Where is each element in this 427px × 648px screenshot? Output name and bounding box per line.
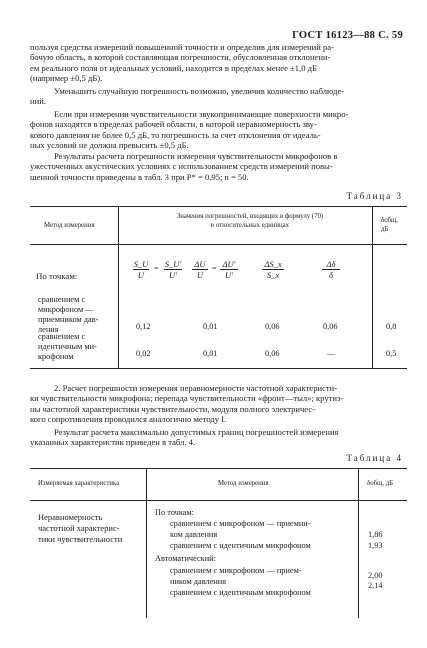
text-line: ки чувствительности микрофона; перепада чувствительности «фронт—тыл»; крутиз- xyxy=(30,393,344,404)
method-line: сравнением с микрофоном — приемни- xyxy=(170,519,311,528)
text-line: пользуя средства измерений повышенной точности и определив для измерений ра- xyxy=(30,42,334,52)
column-header-method: Метод измерения xyxy=(44,222,95,229)
text-line: Уменьшить случайную погрешность возможно, увеличив количество наблюде- xyxy=(54,86,345,96)
text-line: бочую область, в которой составляющая погрешности, обусловленная отклонени- xyxy=(30,52,331,63)
row-2-value-2: 0,01 xyxy=(203,349,218,358)
text-line: Результаты расчета погрешности измерения чувствительности микрофонов в xyxy=(54,151,338,161)
row-1-value-1: 0,12 xyxy=(136,322,151,331)
text-line: (например ±0,5 дБ). xyxy=(30,73,103,84)
row-1-value-2: 0,01 xyxy=(203,322,218,331)
method-line: ком давления xyxy=(170,530,218,539)
row-1-value-3: 0,06 xyxy=(265,322,280,331)
formula-ddelta: $\frac{\Delta\delta}{\delta}$ xyxy=(322,259,340,280)
method-value: 2,14 xyxy=(368,581,383,590)
column-header-values: Значения погрешностей, входящих в формулу (70) в относительных единицах xyxy=(176,213,324,229)
formula-equals: = xyxy=(212,264,217,273)
method-line: По точкам: xyxy=(155,508,194,517)
table-4-caption: Таблица 4 xyxy=(346,453,403,463)
text-line: указанных характеристик приведен в табл. 4. xyxy=(30,437,196,448)
column-header-delta: δобщ, дБ xyxy=(367,480,394,487)
row-2-value-4: — xyxy=(327,349,336,358)
text-line: фонов находятся в пределах рабочей области, в которой неравномерность зву- xyxy=(30,119,317,130)
method-value: 2,00 xyxy=(368,571,383,580)
method-value: 1,86 xyxy=(368,530,383,539)
paragraph-6 xyxy=(30,427,407,448)
text-line: шенной точности приведены в табл. 3 при P* = 0,95; n = 50. xyxy=(30,171,249,182)
method-line: сравнением с идентичным микрофоном xyxy=(170,541,311,550)
column-header-characteristic: Измеряемая характеристика xyxy=(38,480,120,487)
formula-du: $\frac{\Delta U}{U}$ xyxy=(192,259,208,280)
text-line: ужесточенных акустических условиях с использованием средств измерений повы- xyxy=(30,161,333,172)
text-line: ний. xyxy=(30,96,46,107)
paragraph-2 xyxy=(30,86,402,107)
row-2-method: сравнением с идентичным ми- крофоном xyxy=(38,332,97,361)
text-line: Если при измерении чувствительности звукопринимающие поверхности микро- xyxy=(54,109,349,119)
method-value: 1,93 xyxy=(368,541,383,550)
column-header-method: Метод измерения xyxy=(218,480,269,487)
text-line: ны частотной характеристики чувствительности, модуля полного электричес- xyxy=(30,403,316,414)
paragraph-3 xyxy=(30,109,402,151)
formula-du-prime: $\frac{\Delta U'}{U'}$ xyxy=(220,259,238,280)
row-2-value-1: 0,02 xyxy=(136,349,151,358)
paragraph-5 xyxy=(30,383,407,425)
text-line: ных условий не должна превысить ±0,5 дБ. xyxy=(30,140,189,151)
method-line: ником давления xyxy=(170,577,227,586)
paragraph-4 xyxy=(30,151,402,182)
text-line: ем реального поля от идеальных условий, находится в пределах менее ±1,0 дБ xyxy=(30,62,317,73)
table-3-caption: Таблица 3 xyxy=(346,191,403,201)
method-line: Автоматический: xyxy=(155,554,216,563)
method-line: сравнением с идентичным микрофоном xyxy=(170,588,311,597)
paragraph-1 xyxy=(30,42,402,84)
formula-su: $\frac{S\_U}{U}$ xyxy=(133,259,149,280)
method-line: сравнением с микрофоном — прием- xyxy=(170,566,302,575)
formula-dsx: $\frac{\Delta S\_x}{S\_x}$ xyxy=(262,259,284,280)
text-line: Результат расчета максимально допустимых границ погрешностей измерения xyxy=(54,427,339,437)
formula-equals: = xyxy=(154,264,159,273)
row-2-value-3: 0,06 xyxy=(265,349,280,358)
row-label-points: По точкам: xyxy=(36,271,78,281)
row-1-delta: 0,8 xyxy=(386,322,397,331)
text-line: кого сопротивления проводился аналогично методу I. xyxy=(30,414,227,425)
row-1-value-4: 0,06 xyxy=(323,322,338,331)
row-1-method: сравнением с микрофоном — приемником дав- ления xyxy=(38,295,99,334)
column-header-delta: δобщ, дБ xyxy=(381,217,398,233)
text-line: кового давления не более 0,5 дБ, то погрешность за счет отклонения от идеаль- xyxy=(30,129,321,140)
formula-su-prime: $\frac{S\_U'}{U'}$ xyxy=(164,259,182,280)
text-line: 2. Расчет погрешности измерения неравномерности частотной характеристи- xyxy=(54,383,338,393)
page-header: ГОСТ 16123—88 С. 59 xyxy=(292,30,403,41)
row-2-delta: 0,5 xyxy=(386,349,397,358)
characteristic-cell: Неравномерность частотной характерис- тики чувствительности xyxy=(38,512,123,544)
